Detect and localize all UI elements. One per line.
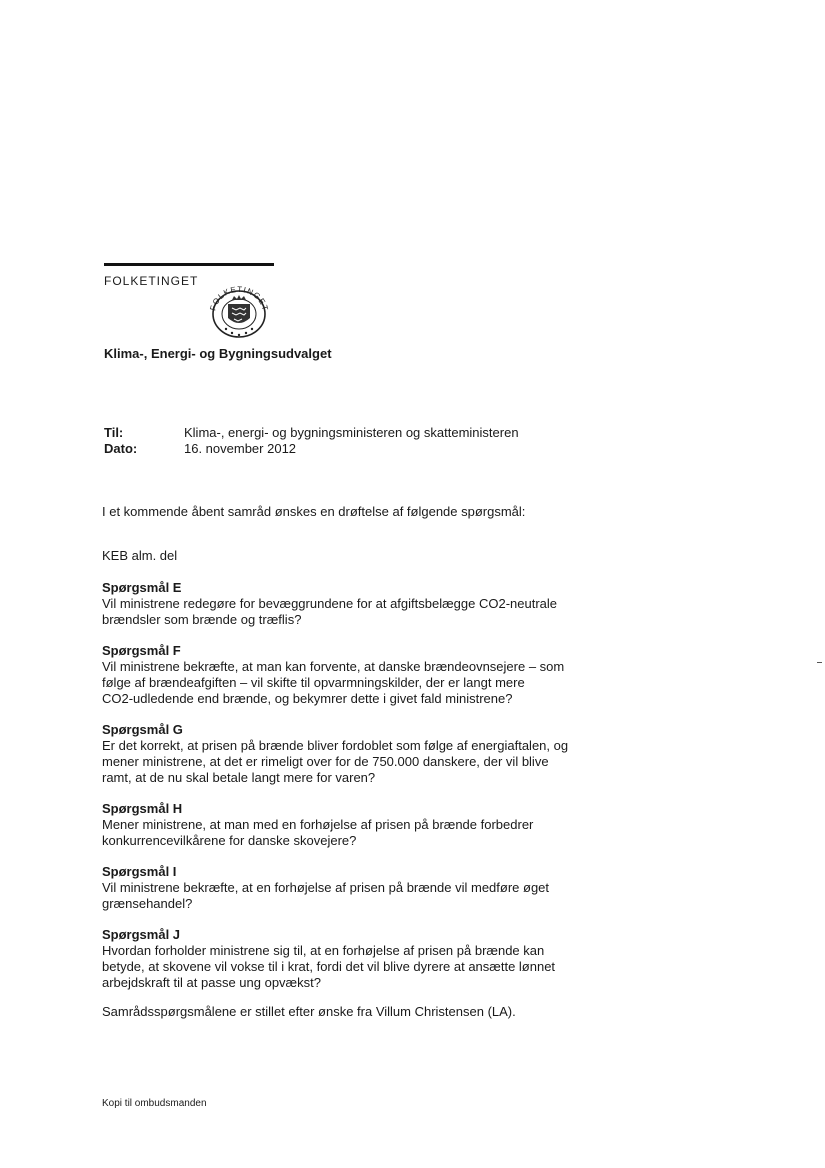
coat-of-arms-seal-icon — [206, 284, 272, 340]
question-line: Er det korrekt, at prisen på brænde bliver fordoblet som følge af energiaftalen, og — [102, 738, 569, 753]
question-heading: Spørgsmål E — [102, 580, 182, 595]
reference-text: KEB alm. del — [102, 548, 178, 563]
question-line: Vil ministrene redegøre for bevæggrundene for at afgiftsbelægge CO2-neutrale — [102, 596, 558, 611]
scan-edge-mark — [817, 662, 822, 663]
to-label: Til: — [104, 425, 124, 440]
question-line: grænsehandel? — [102, 896, 193, 911]
to-value: Klima-, energi- og bygningsministeren og skatteministeren — [184, 425, 519, 440]
question-heading: Spørgsmål J — [102, 927, 181, 942]
question-line: arbejdskraft til at passe ung opvækst? — [102, 975, 321, 990]
question-heading: Spørgsmål G — [102, 722, 183, 737]
committee-name: Klima-, Energi- og Bygningsudvalget — [104, 346, 332, 361]
question-item — [102, 801, 602, 849]
question-list — [102, 580, 602, 1006]
question-item — [102, 927, 602, 991]
intro-text: I et kommende åbent samråd ønskes en drøftelse af følgende spørgsmål: — [102, 504, 526, 519]
question-heading: Spørgsmål I — [102, 864, 177, 879]
question-line: Hvordan forholder ministrene sig til, at en forhøjelse af prisen på brænde kan — [102, 943, 545, 958]
addressing-block — [104, 425, 519, 457]
to-row — [104, 425, 519, 441]
date-label: Dato: — [104, 441, 138, 456]
question-item — [102, 580, 602, 628]
copy-note: Kopi til ombudsmanden — [102, 1098, 207, 1109]
question-line: CO2-udledende end brænde, og bekymrer dette i givet fald ministrene? — [102, 691, 513, 706]
question-line: brændsler som brænde og træflis? — [102, 612, 302, 627]
question-item — [102, 864, 602, 912]
question-line: ramt, at de nu skal betale langt mere for varen? — [102, 770, 376, 785]
closing-text: Samrådsspørgsmålene er stillet efter ønske fra Villum Christensen (LA). — [102, 1004, 516, 1019]
svg-text:FOLKETINGET: FOLKETINGET — [208, 284, 270, 313]
question-heading: Spørgsmål F — [102, 643, 181, 658]
date-value: 16. november 2012 — [184, 441, 297, 456]
question-heading: Spørgsmål H — [102, 801, 183, 816]
question-line: konkurrencevilkårene for danske skovejere? — [102, 833, 357, 848]
header-rule — [104, 263, 274, 266]
question-item — [102, 722, 602, 786]
org-name: FOLKETINGET — [104, 274, 199, 288]
question-line: mener ministrene, at det er rimeligt over for de 750.000 danskere, der vil blive — [102, 754, 549, 769]
date-row — [104, 441, 519, 457]
question-line: betyde, at skovene vil vokse til i krat, fordi det vil blive dyrere at ansætte lønnet — [102, 959, 556, 974]
question-item — [102, 643, 602, 707]
question-line: følge af brændeafgiften – vil skifte til opvarmningskilder, der er langt mere — [102, 675, 525, 690]
question-line: Vil ministrene bekræfte, at en forhøjelse af prisen på brænde vil medføre øget — [102, 880, 550, 895]
question-line: Vil ministrene bekræfte, at man kan forvente, at danske brændeovnsejere – som — [102, 659, 565, 674]
question-line: Mener ministrene, at man med en forhøjelse af prisen på brænde forbedrer — [102, 817, 534, 832]
